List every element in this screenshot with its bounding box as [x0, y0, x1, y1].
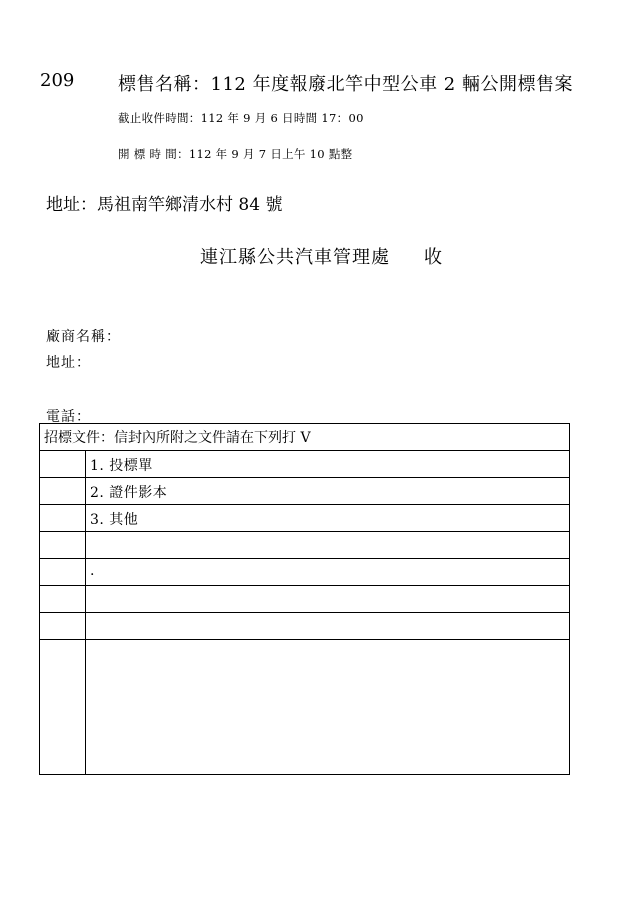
checklist-row — [40, 451, 570, 478]
checklist-item: 2. 證件影本 — [90, 485, 168, 501]
recipient-name: 連江縣公共汽車管理處 — [200, 247, 390, 268]
document-checklist-table — [39, 423, 570, 775]
check-cell[interactable] — [40, 559, 86, 585]
case-title: 標售名稱：112 年度報廢北竿中型公車 2 輛公開標售案 — [118, 74, 573, 95]
checklist-item: 3. 其他 — [90, 512, 139, 528]
checklist-row — [40, 532, 570, 559]
check-cell[interactable] — [40, 451, 86, 477]
vendor-name-label: 廠商名稱： — [46, 329, 121, 345]
vendor-address-label: 地址： — [46, 355, 91, 371]
check-cell[interactable] — [40, 586, 86, 612]
checklist-row — [40, 505, 570, 532]
deadline-time: 截止收件時間：112 年 9 月 6 日時間 17：00 — [118, 111, 364, 125]
check-cell[interactable] — [40, 532, 86, 558]
check-cell[interactable] — [40, 505, 86, 531]
recipient-line — [200, 243, 443, 269]
vendor-phone-label: 電話： — [46, 409, 91, 425]
case-number: 209 — [40, 70, 75, 91]
checklist-item: . — [90, 563, 95, 579]
opening-time: 開 標 時 間：112 年 9 月 7 日上午 10 點整 — [118, 147, 353, 161]
checklist-header: 招標文件：信封內所附之文件請在下列打 V — [40, 423, 570, 451]
address-line: 地址：馬祖南竿鄉清水村 84 號 — [46, 195, 283, 215]
recipient-receive: 收 — [424, 247, 443, 268]
checklist-row — [40, 478, 570, 505]
check-cell[interactable] — [40, 640, 86, 774]
checklist-row — [40, 640, 570, 775]
checklist-row — [40, 586, 570, 613]
check-cell[interactable] — [40, 478, 86, 504]
check-cell[interactable] — [40, 613, 86, 639]
checklist-row — [40, 613, 570, 640]
checklist-item: 1. 投標單 — [90, 458, 153, 474]
checklist-row — [40, 559, 570, 586]
